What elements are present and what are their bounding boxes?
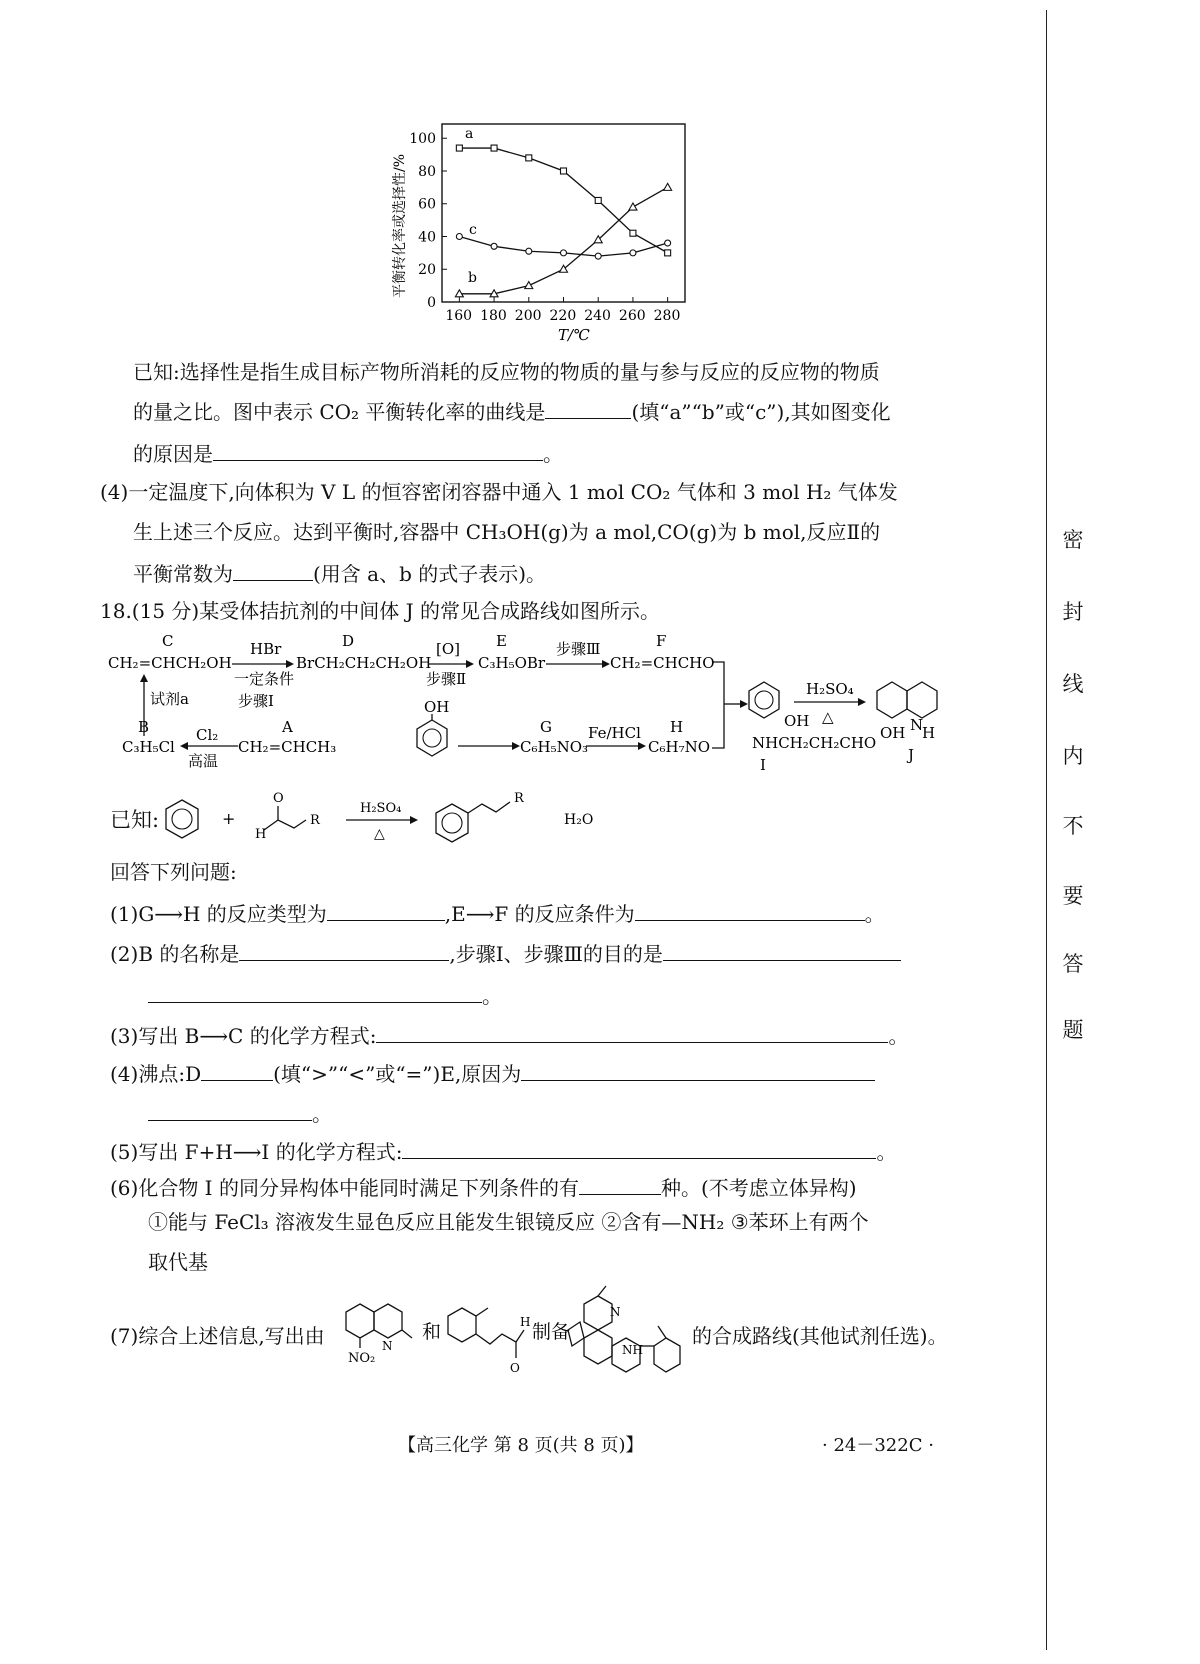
product-chain — [468, 802, 510, 813]
question-6-cond2: 取代基 — [148, 1250, 208, 1274]
enone-chain — [476, 1334, 516, 1358]
question-4-cont: 。 — [148, 1098, 332, 1128]
q3-line2: 的量之比。图中表示 CO₂ 平衡转化率的曲线是 (填“a”“b”或“c”),其如图变化 — [133, 396, 891, 426]
nitroquinoline-no2: NO₂ — [348, 1351, 376, 1366]
x-tick-label: 160 — [445, 308, 473, 324]
target-ring2 — [584, 1330, 612, 1364]
answer-blank[interactable] — [239, 938, 449, 961]
x-tick-label: 280 — [653, 308, 681, 324]
question-1: (1)G⟶H 的反应类型为 ,E⟶F 的反应条件为 。 — [110, 898, 885, 928]
compound-j-ring1 — [877, 682, 907, 718]
question-4: (4)沸点:D (填“>”“<”或“=”)E,原因为 — [110, 1058, 875, 1088]
data-point-c — [665, 240, 671, 246]
side-char-1: 密 — [1062, 528, 1084, 552]
footer-code: · 24－322C · — [822, 1435, 934, 1456]
aldehyde-o: O — [273, 791, 284, 806]
compound-i-substituent: NHCH₂CH₂CHO — [752, 734, 877, 752]
product-ring-inner — [442, 813, 462, 833]
answer-blank[interactable] — [579, 1172, 661, 1195]
arrow-phenol-to-g-head — [512, 742, 520, 750]
chart-ylabel: 平衡转化率或选择性/% — [392, 153, 408, 298]
data-point-b — [525, 282, 533, 289]
q7-structures — [340, 1282, 690, 1390]
compound-c-formula: CH₂=CHCH₂OH — [108, 654, 232, 672]
arrow6-condition: △ — [822, 708, 834, 726]
answer-blank[interactable] — [663, 938, 901, 961]
q3-line3: 的原因是 。 — [133, 438, 563, 468]
compound-i-oh: OH — [784, 712, 810, 730]
series-line-a — [459, 148, 667, 253]
compound-b-label: B — [138, 718, 150, 736]
compound-g-formula: C₆H₅NO₃ — [520, 738, 589, 756]
question-7-start: (7)综合上述信息,写出由 — [110, 1324, 325, 1348]
footer-page: 【高三化学 第 8 页(共 8 页)】 — [398, 1435, 644, 1456]
compound-j-h: H — [922, 724, 936, 742]
series-label-b: b — [468, 270, 477, 286]
compound-j-ring2 — [907, 682, 937, 718]
compound-j-oh: OH — [880, 724, 906, 742]
q4-line2: 生上述三个反应。达到平衡时,容器中 CH₃OH(g)为 a mol,CO(g)为 b mol,反应Ⅱ的 — [133, 520, 881, 544]
x-tick-label: 220 — [549, 308, 577, 324]
reagent-a: 试剂a — [150, 690, 189, 708]
data-point-c — [491, 243, 497, 249]
target-methyl — [598, 1286, 606, 1296]
target-n: N — [610, 1305, 621, 1319]
side-char-5: 不 — [1062, 814, 1084, 838]
y-tick-label: 0 — [427, 295, 436, 311]
target-nh: NH — [622, 1343, 643, 1357]
target-ring-side — [568, 1322, 584, 1346]
data-point-c — [456, 233, 462, 239]
question-2: (2)B 的名称是 ,步骤Ⅰ、步骤Ⅲ的目的是 — [110, 938, 901, 968]
y-tick-label: 100 — [409, 131, 436, 148]
known-plus: + — [222, 809, 236, 828]
x-tick-label: 180 — [480, 308, 507, 324]
arrow1-reagent: HBr — [250, 640, 282, 658]
compound-h-label: H — [670, 718, 684, 736]
arrow-b-to-c-head — [140, 674, 148, 682]
arrow6-reagent: H₂SO₄ — [806, 680, 854, 698]
q7-prepare: 制备 — [532, 1321, 571, 1343]
nitroquinoline-ring2 — [374, 1304, 402, 1338]
chart-series — [455, 145, 671, 297]
join-bracket — [712, 662, 724, 748]
compound-f-label: F — [656, 632, 667, 650]
x-tick-label: 240 — [584, 308, 611, 324]
side-char-7: 答 — [1062, 952, 1084, 976]
y-tick-label: 40 — [418, 229, 436, 246]
arrow3-head — [602, 660, 610, 668]
known-arrow-head — [410, 816, 418, 824]
phenol-ring — [417, 720, 447, 756]
compound-e-formula: C₃H₅OBr — [478, 654, 546, 672]
compound-i-label: I — [760, 756, 766, 774]
data-point-c — [630, 250, 636, 256]
enone-o: O — [510, 1361, 520, 1375]
arrow2-head — [466, 660, 474, 668]
arrow4-condition: 高温 — [188, 752, 219, 770]
question-7-end: 的合成路线(其他试剂任选)。 — [692, 1324, 948, 1348]
data-point-a — [595, 197, 601, 203]
compound-e-label: E — [496, 632, 507, 650]
question-6-cond1: ①能与 FeCl₃ 溶液发生显色反应且能发生银镜反应 ②含有—NH₂ ③苯环上有两个 — [148, 1210, 869, 1234]
aldehyde-skeleton — [264, 820, 306, 830]
target-aryl-methyl — [658, 1326, 666, 1338]
answer-blank[interactable] — [148, 980, 482, 1003]
series-label-c: c — [469, 222, 477, 238]
data-point-a — [561, 168, 567, 174]
data-point-a — [456, 145, 462, 151]
synthesis-scheme — [100, 630, 960, 780]
compound-i-ring-inner — [755, 691, 773, 709]
answer-blank[interactable] — [201, 1058, 273, 1081]
benzene-ring-inner — [172, 809, 192, 829]
data-point-a — [491, 145, 497, 151]
arrow5-head — [638, 742, 646, 750]
side-char-6: 要 — [1062, 884, 1084, 908]
compound-h-formula: C₆H₇NO — [648, 738, 711, 756]
series-label-a: a — [465, 126, 474, 142]
y-tick-label: 80 — [418, 163, 436, 180]
answer-intro: 回答下列问题: — [110, 860, 237, 884]
chart-frame — [442, 124, 685, 302]
question-2-cont: 。 — [148, 980, 502, 1010]
answer-blank[interactable] — [148, 1098, 312, 1121]
arrow2-step: 步骤Ⅱ — [426, 670, 467, 688]
series-line-b — [459, 187, 667, 293]
answer-blank[interactable] — [521, 1058, 875, 1081]
data-point-c — [561, 250, 567, 256]
answer-blank[interactable] — [402, 1136, 876, 1159]
known-label: 已知: — [110, 808, 160, 832]
compound-d-label: D — [342, 632, 355, 650]
nitroquinoline-methyl — [402, 1330, 412, 1338]
target-ring1 — [584, 1296, 612, 1330]
y-tick-label: 60 — [418, 196, 436, 213]
arrow1-condition: 一定条件 — [234, 670, 295, 688]
data-point-b — [629, 203, 637, 210]
answer-blank[interactable] — [635, 898, 865, 921]
compound-b-formula: C₃H₅Cl — [122, 738, 175, 756]
arrow1-step: 步骤Ⅰ — [238, 692, 274, 710]
compound-c-label: C — [162, 632, 174, 650]
arrow5-reagent: Fe/HCl — [588, 724, 641, 742]
compound-a-label: A — [282, 718, 293, 736]
data-point-a — [526, 155, 532, 161]
question-5: (5)写出 F+H⟶I 的化学方程式: 。 — [110, 1136, 896, 1166]
compound-j-n: N — [910, 716, 924, 734]
nitroquinoline-n: N — [382, 1339, 393, 1353]
question-3: (3)写出 B⟶C 的化学方程式: 。 — [110, 1020, 908, 1050]
side-char-8: 题 — [1062, 1018, 1084, 1042]
nitroquinoline-ring1 — [346, 1304, 374, 1338]
arrow4-reagent: Cl₂ — [196, 726, 219, 744]
q7-and: 和 — [422, 1321, 442, 1343]
enone-methyl — [476, 1308, 488, 1316]
enone-aldehyde-bond — [516, 1330, 524, 1342]
y-tick-label: 20 — [418, 262, 436, 279]
compound-j-label: J — [908, 746, 915, 764]
product-ring — [436, 804, 468, 842]
known-arrow-reagent: H₂SO₄ — [360, 801, 402, 816]
q4-line3: 平衡常数为 (用含 a、b 的式子表示)。 — [133, 558, 546, 588]
compound-d-formula: BrCH₂CH₂CH₂OH — [296, 654, 432, 672]
compound-g-label: G — [540, 718, 552, 736]
data-point-a — [665, 250, 671, 256]
arrow6-head — [858, 698, 866, 706]
chart-ticks — [409, 131, 680, 324]
answer-blank[interactable] — [376, 1020, 888, 1043]
data-point-c — [526, 248, 532, 254]
arrow4-head — [180, 742, 188, 750]
x-tick-label: 200 — [514, 308, 542, 324]
x-tick-label: 260 — [618, 308, 646, 324]
aldehyde-r: R — [310, 813, 320, 828]
known-reaction — [160, 788, 610, 850]
data-point-a — [630, 230, 636, 236]
side-char-2: 封 — [1062, 600, 1084, 624]
answer-blank[interactable] — [545, 396, 631, 419]
answer-blank[interactable] — [327, 898, 445, 921]
binding-line — [1046, 10, 1047, 1650]
enone-h: H — [520, 1315, 531, 1329]
phenol-ring-inner — [423, 729, 441, 747]
chart-xlabel: T/℃ — [558, 326, 590, 344]
question-6: (6)化合物 I 的同分异构体中能同时满足下列条件的有 种。(不考虑立体异构) — [110, 1172, 857, 1202]
side-char-4: 内 — [1062, 744, 1084, 768]
target-aryl-ring — [654, 1338, 680, 1372]
arrow1-head — [286, 660, 294, 668]
data-point-c — [595, 253, 601, 259]
join-arrow-head — [740, 700, 748, 708]
side-char-3: 线 — [1062, 672, 1084, 696]
phenol-oh: OH — [424, 698, 450, 716]
known-water: H₂O — [564, 812, 594, 828]
aldehyde-h: H — [255, 827, 267, 842]
compound-i-ring — [749, 682, 779, 718]
benzene-ring — [166, 800, 198, 838]
answer-blank[interactable] — [213, 438, 543, 461]
compound-a-formula: CH₂=CHCH₃ — [238, 738, 337, 756]
known-arrow-condition: △ — [374, 826, 385, 842]
q3-line1: 已知:选择性是指生成目标产物所消耗的反应物的物质的量与参与反应的反应物的物质 — [133, 360, 880, 384]
compound-f-formula: CH₂=CHCHO — [610, 654, 715, 672]
arrow3-step: 步骤Ⅲ — [556, 640, 601, 658]
product-r: R — [514, 791, 524, 806]
enone-ring — [448, 1308, 476, 1342]
data-point-b — [664, 183, 672, 190]
q18-title: 18.(15 分)某受体拮抗剂的中间体 J 的常见合成路线如图所示。 — [100, 599, 660, 623]
q4-line1: (4)一定温度下,向体积为 V L 的恒容密闭容器中通入 1 mol CO₂ 气体和 3 mol H₂ 气体发 — [100, 480, 898, 504]
arrow2-reagent: [O] — [436, 640, 461, 658]
answer-blank[interactable] — [233, 558, 313, 581]
equilibrium-chart — [390, 118, 710, 350]
